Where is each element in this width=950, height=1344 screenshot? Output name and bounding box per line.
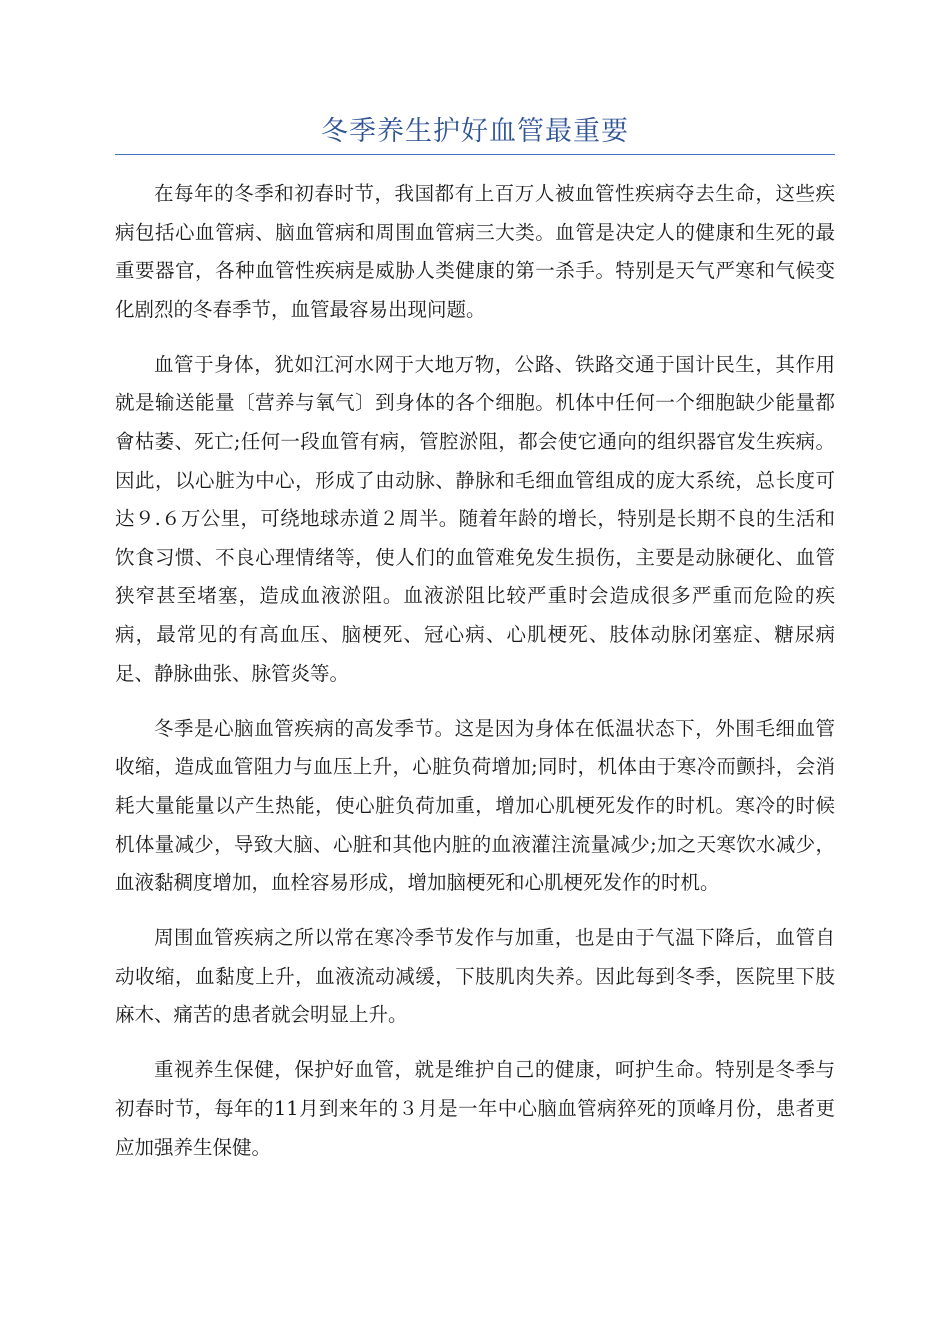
paragraph-3: 冬季是心脑血管疾病的高发季节。这是因为身体在低温状态下，外围毛细血管收缩，造成血管阻力与血压上升，心脏负荷增加;同时，机体由于寒冷而颤抖，会消耗大量能量以产生热能，使心脏负荷加重，增加心肌梗死发作的时机。寒冷的时候机体量减少，导致大脑、心脏和其他内脏的血液灌注流量减少;加之天寒饮水减少，血液黏稠度增加，血栓容易形成，增加脑梗死和心肌梗死发作的时机。 [115,716,835,895]
paragraph-2: 血管于身体，犹如江河水网于大地万物，公路、铁路交通于国计民生，其作用就是输送能量〔营养与氧气〕到身体的各个细胞。机体中任何一个细胞缺少能量都會枯萎、死亡;任何一段血管有病，管腔淤阻，都会使它通向的组织器官发生疾病。因此，以心脏为中心，形成了由动脉、静脉和毛细血管组成的庞大系统，总长度可达９.６万公里，可绕地球赤道２周半。随着年龄的增长，特别是长期不良的生活和饮食习惯、不良心理情绪等，使人们的血管难免发生损伤，主要是动脉硬化、血管狭窄甚至堵塞，造成血液淤阻。血液淤阻比较严重时会造成很多严重而危险的疾病，最常见的有高血压、脑梗死、冠心病、心肌梗死、肢体动脉闭塞症、糖尿病足、静脉曲张、脉管炎等。 [115,352,835,685]
paragraph-1: 在每年的冬季和初春时节，我国都有上百万人被血管性疾病夺去生命，这些疾病包括心血管病、脑血管病和周围血管病三大类。血管是决定人的健康和生死的最重要器官，各种血管性疾病是威胁人类健康的第一杀手。特别是天气严寒和气候变化剧烈的冬春季节，血管最容易出现问题。 [115,182,835,321]
paragraph-4: 周围血管疾病之所以常在寒冷季节发作与加重，也是由于气温下降后，血管自动收缩，血黏度上升，血液流动减缓，下肢肌肉失养。因此每到冬季，医院里下肢麻木、痛苦的患者就会明显上升。 [115,926,835,1027]
document-title: 冬季养生护好血管最重要 [321,116,629,147]
paragraph-5: 重视养生保健，保护好血管，就是维护自己的健康，呵护生命。特别是冬季与初春时节，每年的11月到来年的３月是一年中心脑血管病猝死的顶峰月份，患者更应加强养生保健。 [115,1058,835,1159]
title-underline [115,154,835,155]
document-body [115,175,835,1184]
